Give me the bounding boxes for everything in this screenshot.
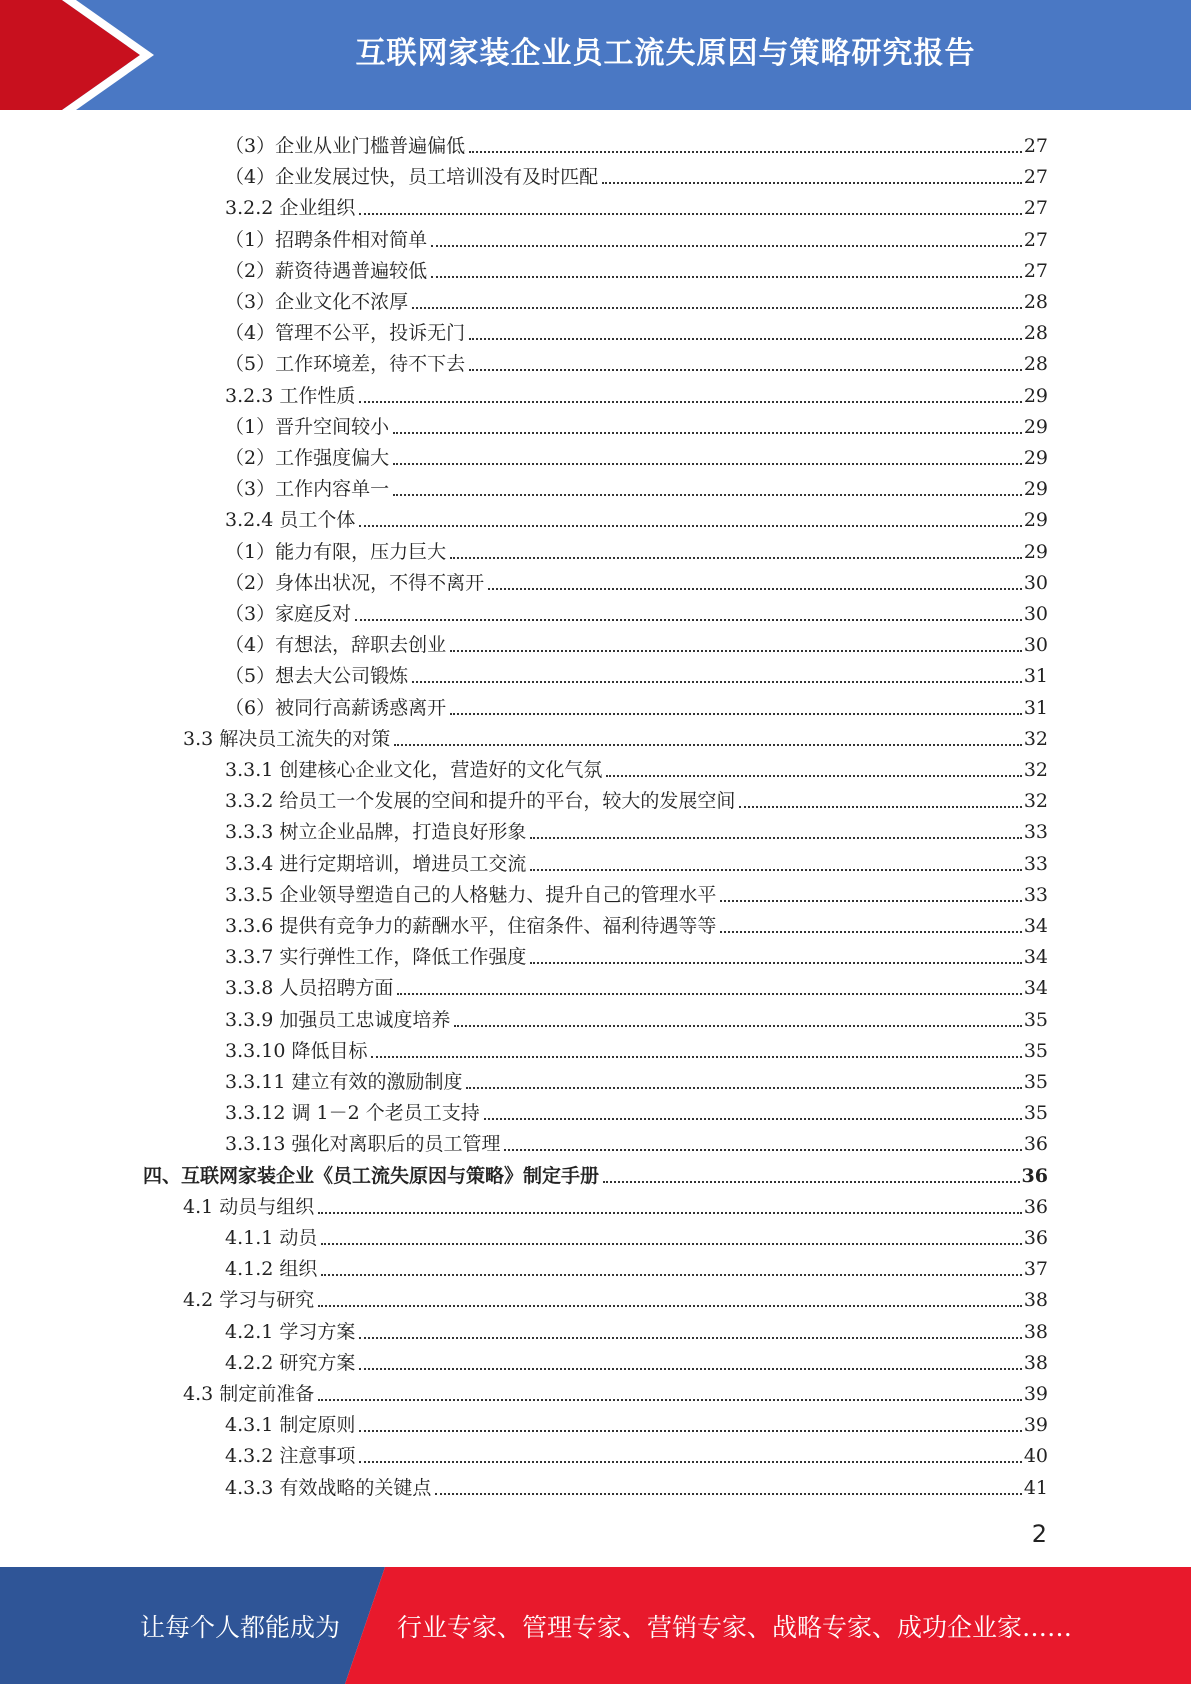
toc-dot-leader (504, 1148, 1021, 1151)
toc-entry[interactable] (183, 1188, 1048, 1219)
toc-entry-page: 29 (1023, 478, 1048, 501)
toc-entry-page: 27 (1023, 197, 1048, 220)
toc-entry[interactable] (225, 689, 1048, 720)
toc-entry-label: 4.3.1 制定原则 (225, 1414, 356, 1437)
toc-entry-label: 3.3.9 加强员工忠诚度培养 (225, 1008, 451, 1031)
toc-dot-leader (397, 992, 1021, 995)
toc-dot-leader (321, 1242, 1021, 1245)
header-arrow-icon (0, 0, 160, 110)
toc-entry-label: 4.2.2 研究方案 (225, 1351, 356, 1374)
toc-dot-leader (431, 244, 1022, 247)
toc-dot-leader (530, 868, 1021, 871)
toc-entry-label: 4.3.3 有效战略的关键点 (225, 1476, 432, 1499)
toc-entry[interactable] (225, 501, 1048, 532)
toc-entry-page: 35 (1023, 1102, 1048, 1125)
toc-dot-leader (318, 1304, 1022, 1307)
footer-slogan-left: 让每个人都能成为 (140, 1612, 341, 1642)
toc-entry-page: 27 (1023, 228, 1048, 251)
toc-entry-page: 27 (1023, 135, 1048, 157)
toc-entry-page: 33 (1023, 852, 1048, 875)
toc-entry-page: 33 (1023, 821, 1048, 844)
toc-entry-label: （3）工作内容单一 (225, 478, 390, 501)
toc-entry-label: 4.2 学习与研究 (183, 1289, 315, 1312)
toc-entry-page: 30 (1023, 603, 1048, 625)
toc-dot-leader (318, 1211, 1022, 1214)
toc-entry-page: 41 (1023, 1476, 1048, 1499)
toc-dot-leader (602, 181, 1022, 184)
toc-entry-label: （2）身体出状况，不得不离开 (225, 571, 485, 594)
toc-entry[interactable] (225, 782, 1048, 813)
toc-dot-leader (469, 337, 1022, 340)
toc-entry[interactable] (183, 1375, 1048, 1406)
toc-dot-leader (454, 1024, 1021, 1027)
toc-entry-page: 27 (1023, 166, 1048, 189)
toc-entry-page: 34 (1023, 946, 1048, 969)
toc-entry-label: （5）想去大公司锻炼 (225, 665, 409, 688)
toc-entry-label: 3.3.1 创建核心企业文化，营造好的文化气氛 (225, 759, 603, 781)
toc-entry[interactable] (225, 845, 1048, 876)
toc-entry[interactable] (225, 314, 1048, 345)
toc-entry-page: 37 (1023, 1258, 1048, 1281)
toc-entry[interactable] (225, 127, 1048, 158)
toc-entry-page: 29 (1023, 447, 1048, 469)
toc-entry-page: 31 (1023, 696, 1048, 719)
toc-entry[interactable] (225, 1032, 1048, 1063)
toc-entry[interactable] (225, 876, 1048, 907)
toc-entry-label: 3.3.13 强化对离职后的员工管理 (225, 1133, 501, 1156)
toc-entry[interactable] (225, 1344, 1048, 1375)
toc-entry[interactable] (225, 408, 1048, 439)
toc-dot-leader (431, 275, 1022, 278)
toc-entry[interactable] (225, 439, 1048, 470)
toc-entry-label: 3.3 解决员工流失的对策 (183, 727, 391, 750)
toc-entry[interactable] (225, 626, 1048, 657)
page-footer (0, 1567, 1191, 1684)
toc-entry[interactable] (225, 189, 1048, 220)
toc-entry-label: 4.2.1 学习方案 (225, 1320, 356, 1343)
toc-entry[interactable] (225, 938, 1048, 969)
toc-entry-label: 4.3.2 注意事项 (225, 1445, 356, 1468)
toc-entry[interactable] (225, 907, 1048, 938)
toc-entry-page: 34 (1023, 977, 1048, 1000)
toc-dot-leader (450, 556, 1022, 559)
toc-entry[interactable] (225, 1469, 1048, 1500)
toc-dot-leader (435, 1492, 1021, 1495)
toc-entry[interactable] (225, 221, 1048, 252)
toc-entry[interactable] (225, 1001, 1048, 1032)
toc-entry-label: 4.3 制定前准备 (183, 1383, 315, 1405)
toc-entry-label: 3.3.5 企业领导塑造自己的人格魅力、提升自己的管理水平 (225, 883, 717, 906)
toc-dot-leader (393, 462, 1022, 465)
page-number: 2 (1031, 1520, 1047, 1548)
toc-entry-label: （2）工作强度偏大 (225, 447, 390, 469)
toc-entry-page: 36 (1023, 1133, 1048, 1156)
toc-entry[interactable] (225, 1125, 1048, 1156)
toc-entry-label: 3.3.6 提供有竞争力的薪酬水平，住宿条件、福利待遇等等 (225, 915, 717, 937)
toc-entry-label: （4）有想法，辞职去创业 (225, 634, 447, 657)
toc-entry-label: 3.2.2 企业组织 (225, 197, 356, 220)
toc-entry-page: 28 (1023, 353, 1048, 376)
toc-entry-page: 28 (1023, 322, 1048, 345)
toc-dot-leader (530, 836, 1021, 839)
toc-entry-label: 3.3.12 调 1－2 个老员工支持 (225, 1102, 480, 1125)
toc-entry-label: （5）工作环境差，待不下去 (225, 353, 466, 376)
toc-dot-leader (318, 1398, 1022, 1401)
toc-dot-leader (530, 961, 1021, 964)
toc-dot-leader (355, 618, 1022, 621)
toc-dot-leader (359, 1336, 1021, 1339)
toc-entry[interactable] (183, 720, 1048, 751)
toc-dot-leader (469, 368, 1022, 371)
toc-entry-page: 36 (1023, 1195, 1048, 1218)
toc-entry[interactable] (183, 1281, 1048, 1312)
toc-entry-label: （3）企业文化不浓厚 (225, 291, 409, 313)
toc-entry-page: 27 (1023, 259, 1048, 282)
toc-entry-label: （4）企业发展过快，员工培训没有及时匹配 (225, 166, 599, 189)
toc-dot-leader (720, 899, 1021, 902)
footer-slogan-right: 行业专家、管理专家、营销专家、战略专家、成功企业家…… (397, 1612, 1073, 1642)
toc-entry[interactable] (225, 158, 1048, 189)
document-title: 互联网家装企业员工流失原因与策略研究报告 (355, 36, 976, 71)
toc-entry[interactable] (225, 252, 1048, 283)
toc-dot-leader (720, 930, 1021, 933)
toc-dot-leader (371, 1055, 1021, 1058)
toc-entry-label: 3.3.11 建立有效的激励制度 (225, 1071, 463, 1093)
toc-entry-label: （2）薪资待遇普遍较低 (225, 259, 428, 282)
toc-dot-leader (394, 743, 1022, 746)
toc-entry[interactable] (225, 283, 1048, 314)
toc-entry[interactable] (225, 1406, 1048, 1437)
toc-entry-page: 36 (1023, 1227, 1048, 1249)
toc-entry-page: 35 (1023, 1039, 1048, 1062)
toc-entry[interactable] (225, 1219, 1048, 1250)
toc-entry-page: 35 (1023, 1071, 1048, 1093)
toc-entry-page: 35 (1023, 1008, 1048, 1031)
toc-dot-leader (393, 431, 1022, 434)
toc-dot-leader (359, 524, 1021, 527)
toc-entry[interactable] (143, 1157, 1048, 1188)
toc-entry-page: 33 (1023, 883, 1048, 906)
toc-entry-page: 29 (1023, 540, 1048, 563)
toc-entry-label: （1）晋升空间较小 (225, 415, 390, 438)
toc-entry-page: 34 (1023, 915, 1048, 937)
toc-entry[interactable] (225, 657, 1048, 688)
toc-entry-page: 38 (1023, 1351, 1048, 1374)
toc-entry-label: 四、互联网家装企业《员工流失原因与策略》制定手册 (143, 1164, 600, 1187)
toc-entry[interactable] (225, 1250, 1048, 1281)
toc-entry[interactable] (225, 1437, 1048, 1468)
toc-entry[interactable] (225, 1063, 1048, 1094)
toc-entry-page: 38 (1023, 1320, 1048, 1343)
toc-entry-label: （1）招聘条件相对简单 (225, 228, 428, 251)
toc-entry[interactable] (225, 533, 1048, 564)
toc-dot-leader (359, 1460, 1021, 1463)
toc-entry-page: 39 (1023, 1414, 1048, 1437)
toc-dot-leader (412, 306, 1022, 309)
toc-entry-label: 3.3.7 实行弹性工作，降低工作强度 (225, 946, 527, 969)
toc-dot-leader (603, 1180, 1020, 1183)
toc-dot-leader (359, 400, 1021, 403)
toc-entry-label: （3）企业从业门槛普遍偏低 (225, 135, 466, 157)
toc-dot-leader (469, 150, 1022, 153)
toc-entry-page: 36 (1021, 1164, 1048, 1187)
toc-entry-page: 28 (1023, 291, 1048, 313)
toc-entry-label: 4.1.2 组织 (225, 1258, 318, 1281)
toc-dot-leader (739, 805, 1021, 808)
toc-entry[interactable] (225, 1094, 1048, 1125)
toc-entry-page: 30 (1023, 634, 1048, 657)
toc-entry-page: 29 (1023, 509, 1048, 532)
toc-entry-page: 29 (1023, 415, 1048, 438)
toc-entry-label: （3）家庭反对 (225, 603, 352, 625)
toc-entry-label: 4.1.1 动员 (225, 1227, 318, 1249)
toc-dot-leader (321, 1273, 1021, 1276)
toc-entry-label: 3.3.3 树立企业品牌，打造良好形象 (225, 821, 527, 844)
toc-dot-leader (606, 774, 1021, 777)
toc-dot-leader (359, 212, 1021, 215)
toc-dot-leader (484, 1117, 1022, 1120)
toc-entry[interactable] (225, 1313, 1048, 1344)
toc-entry[interactable] (225, 969, 1048, 1000)
toc-dot-leader (488, 587, 1022, 590)
toc-entry-label: （6）被同行高薪诱惑离开 (225, 696, 447, 719)
toc-entry[interactable] (225, 751, 1048, 782)
toc-entry-page: 29 (1023, 384, 1048, 407)
toc-dot-leader (359, 1429, 1021, 1432)
toc-entry-label: 3.2.3 工作性质 (225, 384, 356, 407)
toc-dot-leader (450, 649, 1022, 652)
toc-entry-page: 32 (1023, 790, 1048, 813)
toc-entry[interactable] (225, 813, 1048, 844)
toc-dot-leader (450, 712, 1022, 715)
toc-entry-page: 32 (1023, 727, 1048, 750)
toc-entry[interactable] (225, 470, 1048, 501)
toc-entry-page: 31 (1023, 665, 1048, 688)
toc-entry-label: （4）管理不公平，投诉无门 (225, 322, 466, 345)
toc-entry-page: 30 (1023, 571, 1048, 594)
toc-entry-label: 4.1 动员与组织 (183, 1195, 315, 1218)
toc-entry[interactable] (225, 595, 1048, 626)
toc-entry-page: 40 (1023, 1445, 1048, 1468)
toc-dot-leader (466, 1086, 1021, 1089)
toc-entry[interactable] (225, 377, 1048, 408)
toc-entry-label: 3.3.2 给员工一个发展的空间和提升的平台，较大的发展空间 (225, 790, 736, 813)
toc-entry-label: 3.3.10 降低目标 (225, 1039, 368, 1062)
toc-entry-label: （1）能力有限，压力巨大 (225, 540, 447, 563)
toc-entry-page: 39 (1023, 1383, 1048, 1405)
toc-dot-leader (393, 493, 1022, 496)
toc-dot-leader (359, 1367, 1021, 1370)
toc-entry-label: 3.3.8 人员招聘方面 (225, 977, 394, 1000)
toc-entry[interactable] (225, 345, 1048, 376)
page-header (0, 0, 1191, 110)
toc-entry-label: 3.3.4 进行定期培训，增进员工交流 (225, 852, 527, 875)
toc-entry-page: 38 (1023, 1289, 1048, 1312)
toc-dot-leader (412, 680, 1022, 683)
toc-entry[interactable] (225, 564, 1048, 595)
toc-entry-label: 3.2.4 员工个体 (225, 509, 356, 532)
toc-entry-page: 32 (1023, 759, 1048, 781)
